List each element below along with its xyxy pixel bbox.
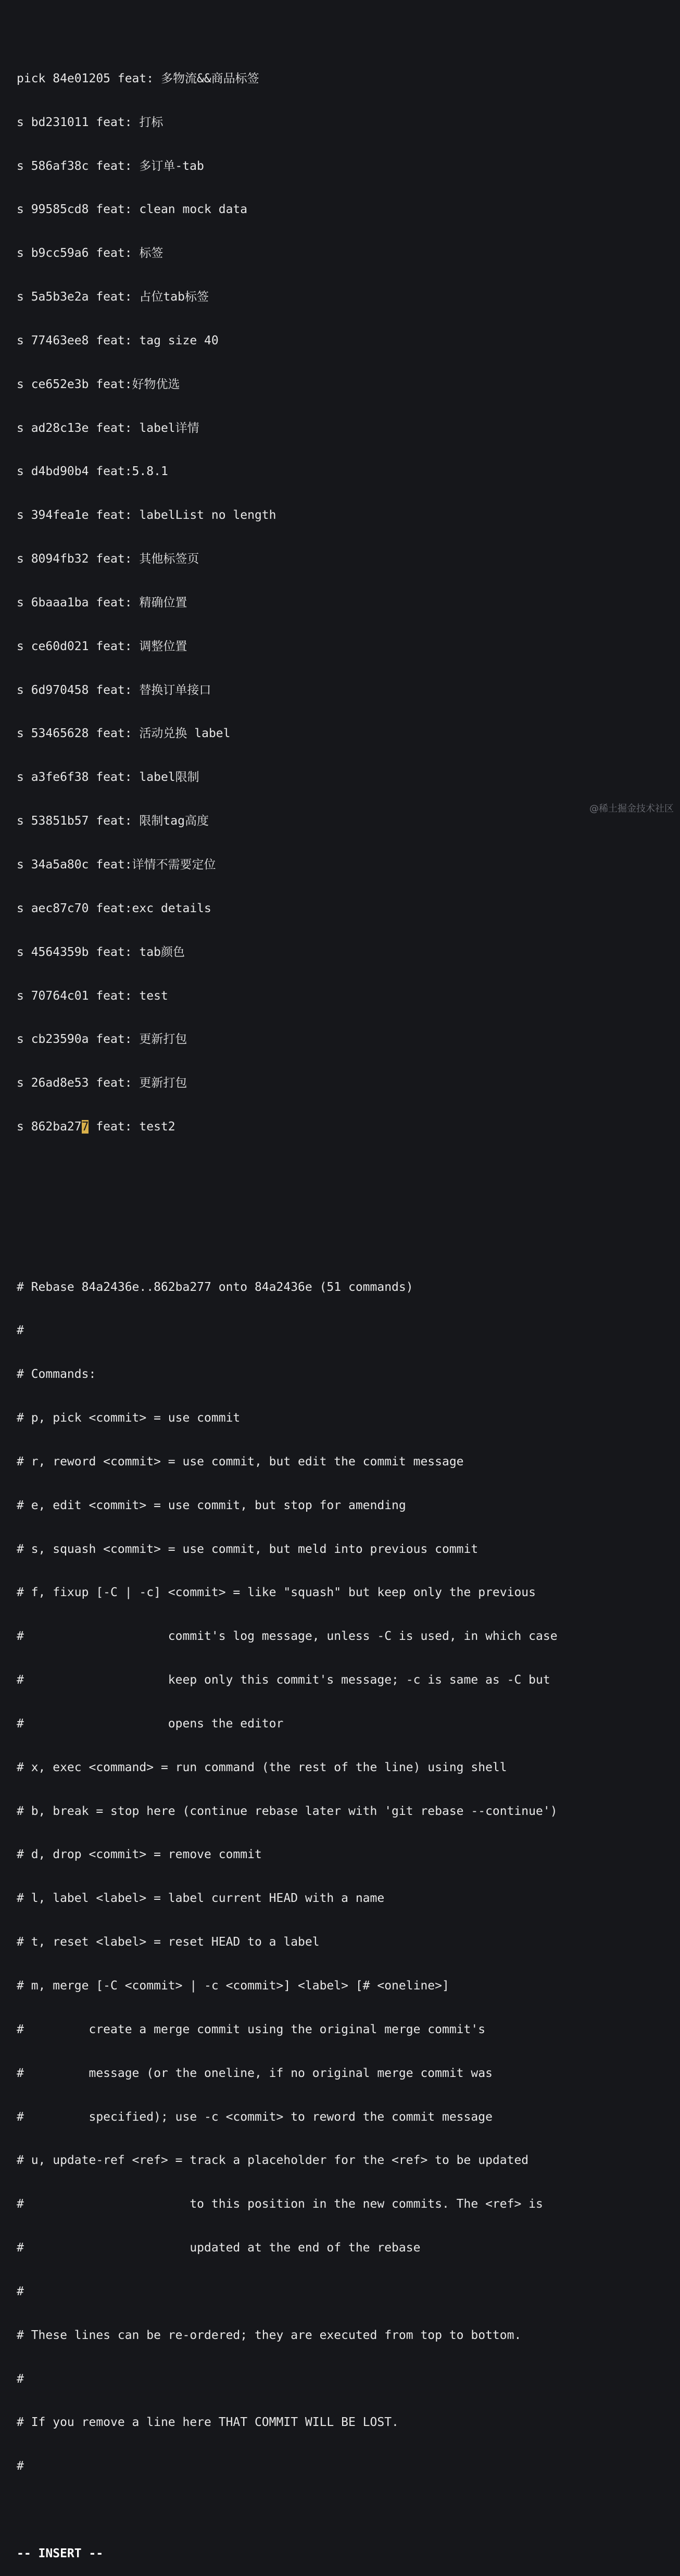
comment-line[interactable]: # commit's log message, unless -C is used, in which case (17, 1629, 558, 1644)
comment-line[interactable]: # l, label <label> = label current HEAD with a name (17, 1891, 385, 1906)
comment-line[interactable]: # create a merge commit using the original merge commit's (17, 2022, 486, 2036)
todo-line[interactable]: s 53465628 feat: 活动兑换 label (17, 727, 231, 741)
comment-line[interactable]: # If you remove a line here THAT COMMIT WILL BE LOST. (17, 2416, 399, 2430)
todo-line[interactable]: s 6baaa1ba feat: 精确位置 (17, 595, 187, 609)
comment-line[interactable]: # f, fixup [-C | -c] <commit> = like "squash" but keep only the previous (17, 1586, 536, 1600)
todo-line[interactable]: s ce652e3b feat:好物优选 (17, 377, 180, 391)
comment-line[interactable]: # (17, 2372, 24, 2386)
todo-line[interactable]: s 4564359b feat: tab颜色 (17, 945, 185, 959)
comment-line[interactable]: # These lines can be re-ordered; they are executed from top to bottom. (17, 2328, 522, 2342)
comment-line[interactable]: # s, squash <commit> = use commit, but meld into previous commit (17, 1542, 478, 1556)
todo-line[interactable]: s 77463ee8 feat: tag size 40 (17, 333, 219, 347)
rebase-help-comments[interactable] (17, 1251, 558, 2504)
comment-line[interactable]: # p, pick <commit> = use commit (17, 1411, 241, 1425)
comment-line[interactable]: # r, reword <commit> = use commit, but edit the commit message (17, 1454, 464, 1469)
todo-line[interactable]: s 70764c01 feat: test (17, 989, 168, 1003)
vim-mode-indicator: -- INSERT -- (17, 2547, 104, 2560)
todo-line[interactable]: s 8094fb32 feat: 其他标签页 (17, 552, 199, 566)
comment-line[interactable]: # t, reset <label> = reset HEAD to a label (17, 1935, 320, 1949)
line-text-before-cursor: s 862ba27 (17, 1120, 82, 1134)
comment-line[interactable]: # to this position in the new commits. The <ref> is (17, 2197, 543, 2211)
empty-line[interactable] (17, 1164, 558, 1178)
comment-line[interactable]: # keep only this commit's message; -c is same as -C but (17, 1673, 550, 1687)
comment-line[interactable]: # (17, 2459, 24, 2473)
todo-line-current[interactable] (17, 1120, 558, 1135)
comment-line[interactable]: # (17, 2284, 24, 2298)
comment-line[interactable]: # (17, 1324, 24, 1338)
line-text-after-cursor: feat: test2 (89, 1120, 175, 1134)
todo-line[interactable]: s 6d970458 feat: 替换订单接口 (17, 683, 211, 697)
comment-line[interactable]: # message (or the oneline, if no original merge commit was (17, 2066, 493, 2080)
todo-line[interactable]: s ce60d021 feat: 调整位置 (17, 639, 187, 653)
todo-line[interactable]: s aec87c70 feat:exc details (17, 901, 211, 915)
comment-line[interactable]: # opens the editor (17, 1716, 284, 1731)
comment-line[interactable]: # d, drop <commit> = remove commit (17, 1848, 262, 1862)
comment-line[interactable]: # u, update-ref <ref> = track a placeholder for the <ref> to be updated (17, 2154, 529, 2168)
comment-line[interactable]: # Rebase 84a2436e..862ba277 onto 84a2436e (51 commands) (17, 1280, 413, 1294)
todo-line[interactable]: s d4bd90b4 feat:5.8.1 (17, 465, 168, 479)
comment-line[interactable]: # b, break = stop here (continue rebase later with 'git rebase --continue') (17, 1804, 558, 1818)
todo-line[interactable]: s bd231011 feat: 打标 (17, 115, 163, 129)
vim-editor[interactable] (17, 14, 558, 2576)
comment-line[interactable]: # m, merge [-C <commit> | -c <commit>] <label> [# <oneline>] (17, 1979, 449, 1993)
comment-line[interactable]: # x, exec <command> = run command (the rest of the line) using shell (17, 1760, 507, 1774)
text-cursor: 7 (81, 1120, 89, 1134)
todo-line[interactable]: s 394fea1e feat: labelList no length (17, 508, 276, 522)
comment-line[interactable]: # e, edit <commit> = use commit, but stop for amending (17, 1498, 406, 1512)
todo-line[interactable]: s 586af38c feat: 多订单-tab (17, 159, 204, 173)
todo-line[interactable]: pick 84e01205 feat: 多物流&&商品标签 (17, 71, 259, 85)
comment-line[interactable]: # updated at the end of the rebase (17, 2241, 421, 2255)
todo-line[interactable]: s b9cc59a6 feat: 标签 (17, 246, 163, 260)
todo-line[interactable]: s ad28c13e feat: label详情 (17, 421, 199, 435)
todo-line[interactable]: s 26ad8e53 feat: 更新打包 (17, 1076, 187, 1090)
comment-line[interactable]: # Commands: (17, 1367, 96, 1382)
todo-line[interactable]: s 5a5b3e2a feat: 占位tab标签 (17, 290, 209, 304)
todo-line[interactable]: s 34a5a80c feat:详情不需要定位 (17, 858, 216, 872)
todo-line[interactable]: s a3fe6f38 feat: label限制 (17, 770, 199, 785)
todo-line[interactable]: s 99585cd8 feat: clean mock data (17, 203, 248, 217)
comment-line[interactable]: # specified); use -c <commit> to reword the commit message (17, 2110, 493, 2124)
watermark: @稀土掘金技术社区 (589, 803, 674, 814)
todo-line[interactable]: s cb23590a feat: 更新打包 (17, 1032, 187, 1047)
todo-line[interactable]: s 53851b57 feat: 限制tag高度 (17, 814, 209, 828)
rebase-todo-list[interactable] (17, 43, 558, 1208)
